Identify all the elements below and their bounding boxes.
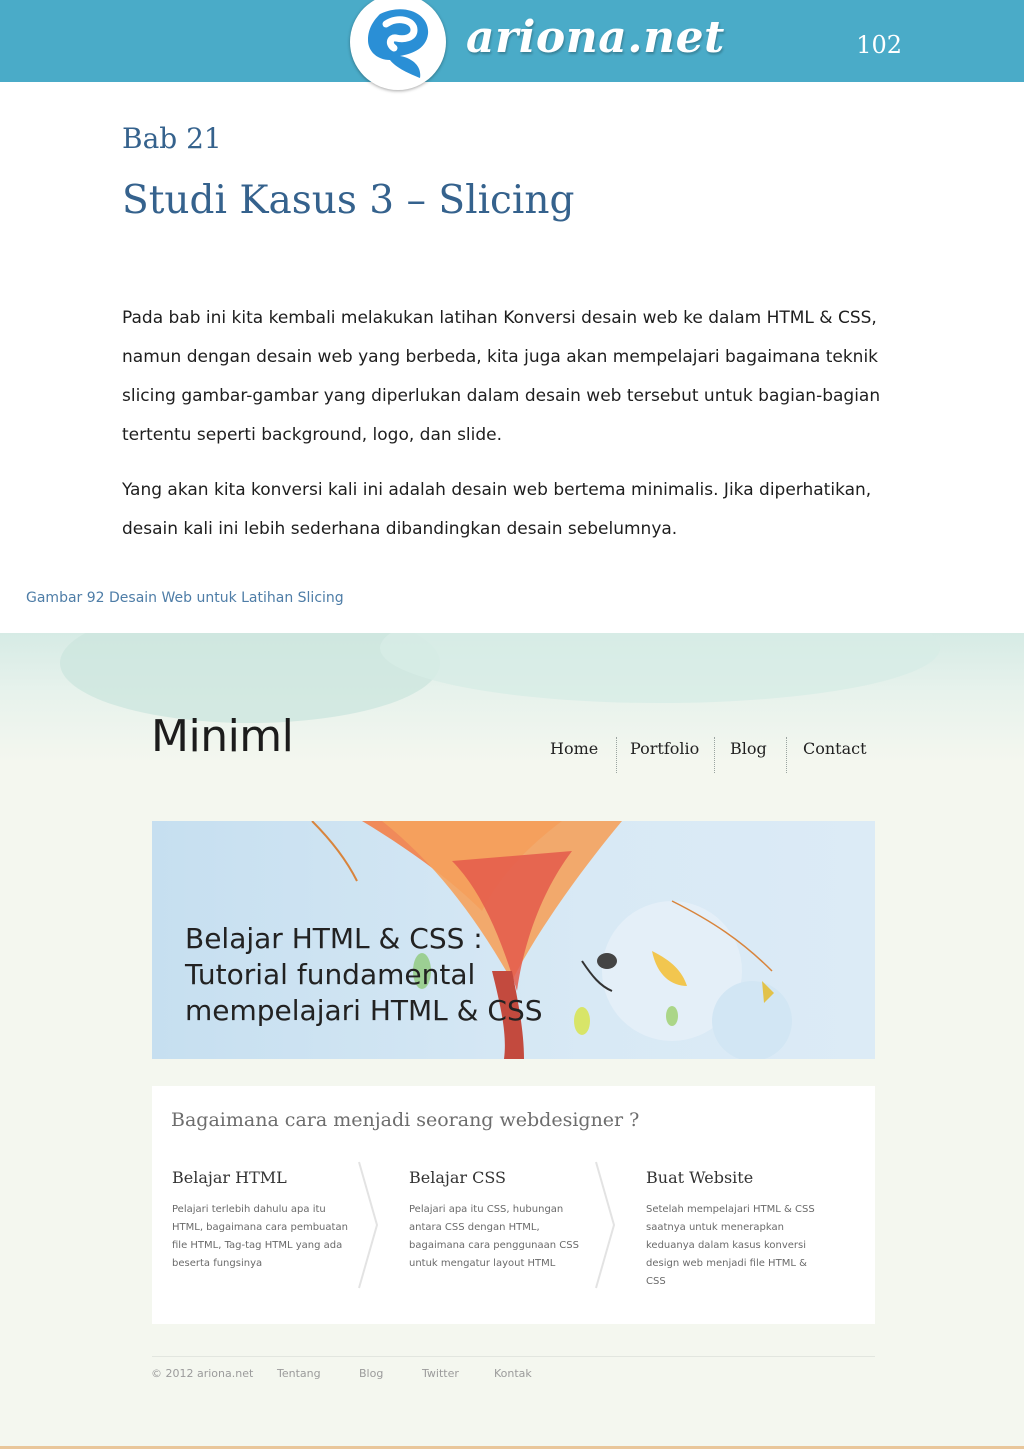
page-number: 102 (856, 31, 902, 59)
mockup-nav-home: Home (550, 739, 599, 758)
mockup-footer-divider (152, 1356, 875, 1357)
chapter-title: Studi Kasus 3 – Slicing (122, 178, 575, 223)
mockup-footer-link-tentang: Tentang (277, 1367, 321, 1380)
column-title: Buat Website (646, 1168, 754, 1187)
content-column-html (172, 1168, 352, 1273)
body-paragraph-2: Yang akan kita konversi kali ini adalah desain web bertema minimalis. Jika diperhatikan, desain kali ini lebih sederhana dibandingkan desain sebelumnya. (122, 480, 872, 539)
content-column-css (409, 1168, 589, 1273)
column-title: Belajar CSS (409, 1168, 506, 1187)
mockup-logo: Miniml (151, 711, 294, 762)
nav-divider (616, 737, 617, 773)
mockup-nav-blog: Blog (730, 739, 767, 758)
mockup-footer-link-blog: Blog (359, 1367, 384, 1380)
chevron-right-icon (594, 1160, 618, 1290)
column-text: Pelajari apa itu CSS, hubungan antara CSS dengan HTML, bagaimana cara penggunaan CSS untuk mengatur layout HTML (409, 1204, 579, 1269)
banner-headline (185, 921, 543, 1029)
ariona-logo-icon (350, 0, 446, 90)
chevron-right-icon (357, 1160, 381, 1290)
banner-line-3: mempelajari HTML & CSS (185, 994, 543, 1027)
nav-divider (786, 737, 787, 773)
nav-divider (714, 737, 715, 773)
mockup-content-box (152, 1086, 875, 1324)
mockup-footer-link-twitter: Twitter (422, 1367, 459, 1380)
mockup-slider-banner (152, 821, 875, 1059)
chapter-label: Bab 21 (122, 122, 222, 155)
content-question: Bagaimana cara menjadi seorang webdesigner ? (171, 1109, 640, 1131)
mockup-footer-link-kontak: Kontak (494, 1367, 532, 1380)
mockup-footer-copyright: © 2012 ariona.net (151, 1367, 254, 1380)
body-paragraph-1: Pada bab ini kita kembali melakukan latihan Konversi desain web ke dalam HTML & CSS, namun dengan desain web yang berbeda, kita juga akan mempelajari bagaimana teknik slicing gambar-gambar yang diperlukan dalam desain web tersebut untuk bagian-bagian tertentu seperti background, logo, dan slide. (122, 308, 881, 445)
mockup-nav-portfolio: Portfolio (630, 739, 700, 758)
figure-website-mockup (0, 633, 1024, 1446)
site-logo-text: ariona.net (466, 12, 725, 63)
banner-line-2: Tutorial fundamental (185, 958, 476, 991)
column-text: Pelajari terlebih dahulu apa itu HTML, bagaimana cara pembuatan file HTML, Tag-tag HTML yang ada beserta fungsinya (172, 1204, 348, 1269)
column-text: Setelah mempelajari HTML & CSS saatnya untuk menerapkan keduanya dalam kasus konversi design web menjadi file HTML & CSS (646, 1204, 815, 1287)
content-column-website (646, 1168, 826, 1291)
banner-line-1: Belajar HTML & CSS : (185, 922, 483, 955)
mockup-nav-contact: Contact (803, 739, 867, 758)
column-title: Belajar HTML (172, 1168, 287, 1187)
header-band (0, 0, 1024, 82)
figure-caption: Gambar 92 Desain Web untuk Latihan Slicing (26, 590, 344, 606)
